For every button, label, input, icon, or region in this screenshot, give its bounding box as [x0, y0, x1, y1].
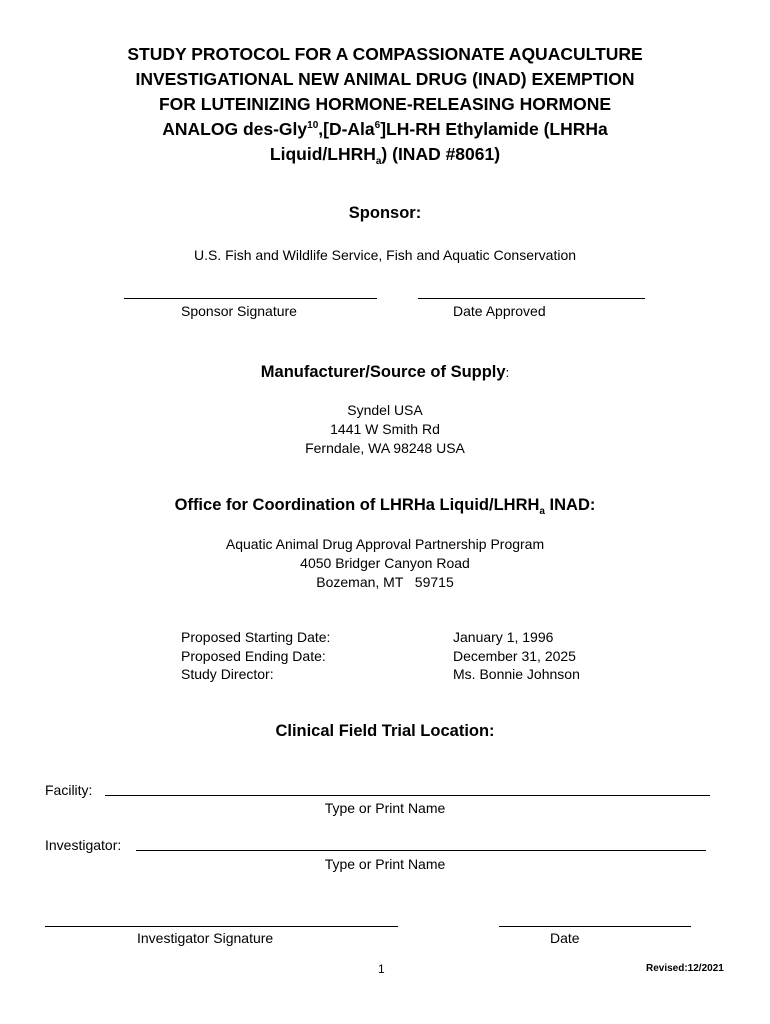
revision-date: Revised:12/2021	[646, 963, 724, 974]
facility-name-line[interactable]	[105, 795, 710, 796]
manufacturer-address	[0, 401, 770, 458]
page-number: 1	[378, 962, 385, 976]
investigator-date-line[interactable]	[499, 926, 691, 927]
document-title	[60, 42, 710, 167]
office-line: Aquatic Animal Drug Approval Partnership Program	[225, 536, 545, 552]
manufacturer-heading-colon: :	[505, 365, 510, 380]
study-info-labels	[181, 628, 330, 684]
investigator-date-label: Date	[550, 930, 580, 946]
title-subscript-a: a	[375, 156, 382, 167]
investigator-label: Investigator:	[45, 837, 122, 853]
title-line-1: STUDY PROTOCOL FOR A COMPASSIONATE AQUACULTURE	[127, 44, 643, 64]
facility-label: Facility:	[45, 782, 93, 798]
manufacturer-line: 1441 W Smith Rd	[330, 421, 440, 437]
office-heading-part-b: INAD:	[544, 496, 596, 514]
title-line-4-part-b: ,[D-Ala	[318, 119, 375, 139]
date-approved-label: Date Approved	[453, 303, 546, 319]
study-info-value: Ms. Bonnie Johnson	[453, 666, 580, 682]
office-address	[0, 535, 770, 592]
investigator-signature-line[interactable]	[45, 926, 398, 927]
title-line-4	[60, 117, 710, 142]
title-line-3: FOR LUTEINIZING HORMONE-RELEASING HORMONE	[158, 94, 612, 114]
title-line-5	[60, 142, 710, 167]
study-info-label: Proposed Ending Date:	[181, 647, 326, 664]
title-line-4-part-c: ]LH-RH Ethylamide (LHRHa	[380, 119, 608, 139]
sponsor-heading: Sponsor:	[348, 204, 422, 222]
investigator-signature-label: Investigator Signature	[137, 930, 274, 946]
sponsor-name: U.S. Fish and Wildlife Service, Fish and Aquatic Conservation	[193, 247, 577, 263]
title-line-5-part-b: ) (INAD #8061)	[381, 144, 501, 164]
investigator-hint: Type or Print Name	[324, 856, 446, 872]
manufacturer-line: Syndel USA	[347, 402, 423, 418]
title-superscript-10: 10	[307, 120, 319, 131]
title-superscript-6: 6	[374, 120, 381, 131]
study-info-label: Proposed Starting Date:	[181, 629, 331, 645]
manufacturer-heading	[0, 363, 770, 382]
manufacturer-line: Ferndale, WA 98248 USA	[305, 440, 465, 456]
office-line: Bozeman, MT 59715	[316, 574, 454, 590]
sponsor-signature-label: Sponsor Signature	[181, 303, 297, 319]
clinical-heading: Clinical Field Trial Location:	[275, 722, 495, 740]
study-info-values	[453, 628, 580, 684]
sponsor-signature-line[interactable]	[124, 298, 377, 299]
office-heading-part-a: Office for Coordination of LHRHa Liquid/LHRH	[174, 496, 540, 514]
facility-hint: Type or Print Name	[324, 800, 446, 816]
study-info-label: Study Director:	[181, 666, 274, 682]
title-line-2: INVESTIGATIONAL NEW ANIMAL DRUG (INAD) EXEMPTION	[135, 69, 635, 89]
office-heading-subscript: a	[539, 506, 545, 517]
study-info-value: January 1, 1996	[453, 629, 554, 645]
title-line-5-part-a: Liquid/LHRH	[269, 144, 376, 164]
date-approved-line[interactable]	[418, 298, 645, 299]
office-heading	[0, 496, 770, 515]
investigator-name-line[interactable]	[136, 850, 706, 851]
title-line-4-part-a: ANALOG des-Gly	[162, 119, 308, 139]
study-info-value: December 31, 2025	[453, 647, 576, 664]
office-line: 4050 Bridger Canyon Road	[300, 555, 470, 571]
manufacturer-heading-text: Manufacturer/Source of Supply	[260, 363, 506, 381]
